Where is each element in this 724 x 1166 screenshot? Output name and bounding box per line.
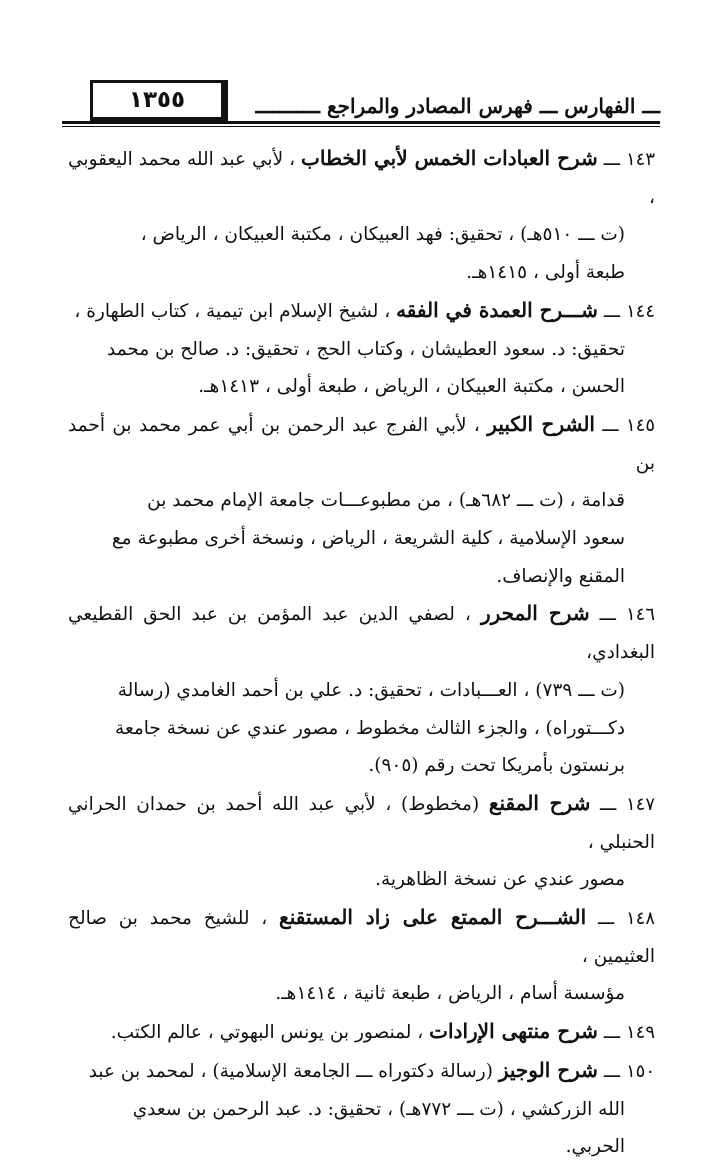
entry-text: مؤسسة أسام ، الرياض ، طبعة ثانية ، ١٤١٤هـ. xyxy=(275,983,625,1005)
entry-continuation-line xyxy=(68,975,655,1013)
entry-continuation-line xyxy=(68,216,655,254)
entry-text: ، لصفي الدين عبد المؤمن بن عبد الحق القطيعي البغدادي، xyxy=(68,604,655,664)
entry-continuation-line xyxy=(68,710,655,748)
entry-dash: ـــ xyxy=(599,604,616,626)
entry-text: (مخطوط) ، لأبي عبد الله أحمد بن حمدان الحراني الحنبلي ، xyxy=(68,793,655,853)
page-number-text: ١٣٥٥ xyxy=(128,87,186,113)
entry-number: ١٤٤ xyxy=(625,300,655,322)
entry-text: سعود الإسلامية ، كلية الشريعة ، الرياض ، ونسخة أخرى مطبوعة مع xyxy=(111,528,625,550)
entry-continuation-line xyxy=(68,482,655,520)
entry-dash: ـــ xyxy=(602,414,619,436)
bibliography-entry xyxy=(68,1013,655,1052)
entry-continuation-line xyxy=(68,254,655,292)
entry-continuation-line xyxy=(68,558,655,596)
entry-text: الله الزركشي ، (ت ـــ ٧٧٢هـ) ، تحقيق: د. عبد الرحمن بن سعدي xyxy=(132,1098,625,1120)
entry-first-line xyxy=(68,1013,655,1052)
entry-title: شرح منتهى الإرادات xyxy=(429,1019,598,1044)
entry-number: ١٤٩ xyxy=(625,1022,655,1044)
entry-dash: ـــ xyxy=(597,908,615,930)
entry-dash: ـــ xyxy=(603,300,621,322)
entry-text: ، لشيخ الإسلام ابن تيمية ، كتاب الطهارة ، xyxy=(74,300,391,322)
bibliography-entry xyxy=(68,406,655,596)
entry-continuation-line xyxy=(68,520,655,558)
entry-text: الحربي. xyxy=(565,1136,625,1158)
entry-dash: ـــ xyxy=(603,1060,621,1082)
bibliography-entry xyxy=(68,595,655,785)
bibliography-list xyxy=(68,140,655,1166)
entry-text: (ت ـــ ٥١٠هـ) ، تحقيق: فهد العبيكان ، مكتبة العبيكان ، الرياض ، xyxy=(140,224,625,246)
running-title: ـــ الفهارس ـــ فهرس المصادر والمراجع ـــــــــــ xyxy=(255,94,660,118)
entry-continuation-line xyxy=(68,861,655,899)
entry-text: قدامة ، (ت ـــ ٦٨٢هـ) ، من مطبوعـــات جامعة الإمام محمد بن xyxy=(147,490,625,512)
entry-first-line xyxy=(68,1052,655,1091)
entry-number: ١٤٣ xyxy=(625,149,655,170)
entry-first-line xyxy=(68,292,655,331)
entry-title: شرح الوجيز xyxy=(498,1057,598,1082)
bibliography-entry xyxy=(68,140,655,292)
entry-dash: ـــ xyxy=(603,1022,621,1044)
entry-text: ، للشيخ محمد بن صالح العثيمين ، xyxy=(68,908,655,967)
entry-title: شرح المقنع xyxy=(488,790,591,815)
entry-title: شرح العبادات الخمس لأبي الخطاب xyxy=(301,146,598,170)
entry-title: الشرح الكبير xyxy=(487,411,595,436)
entry-title: شرح المحرر xyxy=(480,601,590,626)
entry-text: المقنع والإنصاف. xyxy=(496,565,625,587)
entry-continuation-line xyxy=(68,331,655,369)
header-rule-thick xyxy=(62,121,660,124)
entry-text: (ت ـــ ٧٣٩) ، العـــبادات ، تحقيق: د. علي بن أحمد الغامدي (رسالة xyxy=(117,679,625,701)
entry-number: ١٤٨ xyxy=(626,908,656,930)
entry-continuation-line xyxy=(68,672,655,710)
entry-continuation-line xyxy=(68,1091,655,1129)
entry-text: ، لمنصور بن يونس البهوتي ، عالم الكتب. xyxy=(110,1022,424,1044)
entry-dash: ـــ xyxy=(600,793,617,815)
entry-text: (رسالة دكتوراه ـــ الجامعة الإسلامية) ، لمحمد بن عبد xyxy=(88,1060,493,1082)
entry-number: ١٥٠ xyxy=(625,1060,655,1082)
bibliography-entry xyxy=(68,785,655,899)
entry-first-line xyxy=(68,140,655,216)
entry-dash: ـــ xyxy=(603,149,621,170)
bibliography-entry xyxy=(68,1052,655,1166)
bibliography-entry xyxy=(68,292,655,406)
entry-first-line xyxy=(68,406,655,482)
page-header xyxy=(62,80,660,128)
entry-number: ١٤٧ xyxy=(625,793,655,815)
entry-text: مصور عندي عن نسخة الظاهرية. xyxy=(375,869,625,891)
entry-text: الحسن ، مكتبة العبيكان ، الرياض ، طبعة أولى ، ١٤١٣هـ. xyxy=(198,376,625,398)
entry-number: ١٤٥ xyxy=(625,414,655,436)
entry-title: شـــرح العمدة في الفقه xyxy=(396,297,598,322)
entry-number: ١٤٦ xyxy=(625,604,655,626)
entry-continuation-line xyxy=(68,368,655,406)
header-rule-thin xyxy=(62,126,660,127)
entry-first-line xyxy=(68,595,655,671)
entry-text: ، لأبي عبد الله محمد اليعقوبي ، xyxy=(68,149,655,208)
entry-text: برنستون بأمريكا تحت رقم (٩٠٥). xyxy=(368,755,625,777)
entry-title: الشـــرح الممتع على زاد المستقنع xyxy=(279,905,587,930)
entry-text: طبعة أولى ، ١٤١٥هـ. xyxy=(466,262,625,284)
entry-text: دكـــتوراه) ، والجزء الثالث مخطوط ، مصور عندي عن نسخة جامعة xyxy=(115,717,625,739)
entry-continuation-line xyxy=(68,1128,655,1166)
entry-first-line xyxy=(68,899,655,975)
entry-text: تحقيق: د. سعود العطيشان ، وكتاب الحج ، تحقيق: د. صالح بن محمد xyxy=(107,338,625,360)
page-number xyxy=(90,80,228,124)
bibliography-entry xyxy=(68,899,655,1013)
entry-first-line xyxy=(68,785,655,861)
entry-text: ، لأبي الفرج عبد الرحمن بن أبي عمر محمد بن أحمد بن xyxy=(68,414,655,474)
entry-continuation-line xyxy=(68,747,655,785)
